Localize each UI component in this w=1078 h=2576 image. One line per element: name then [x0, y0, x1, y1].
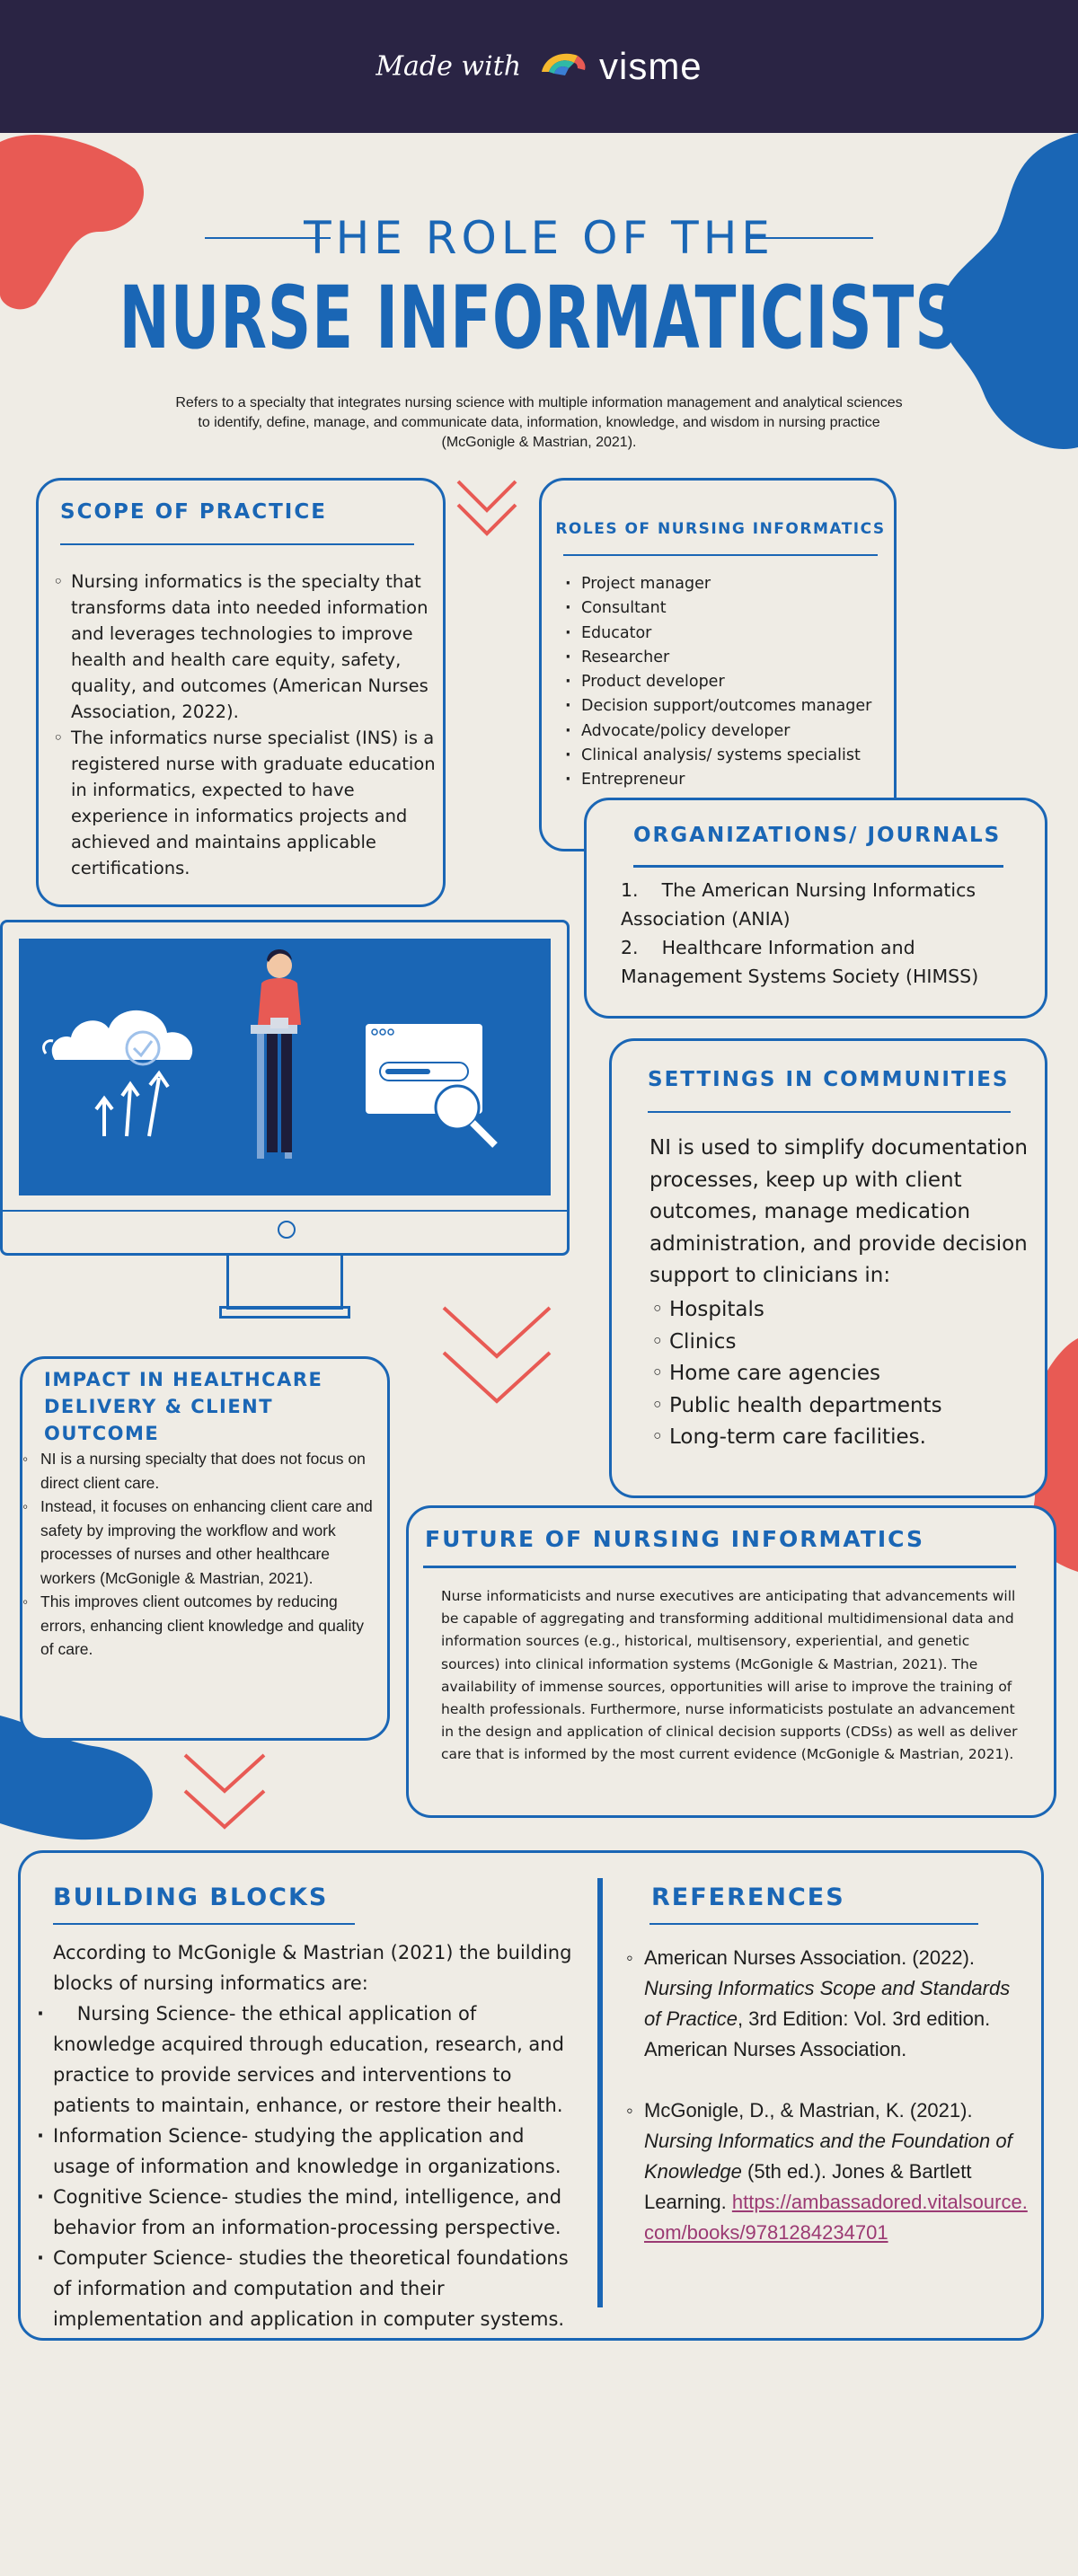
list-item: ◦ This improves client outcomes by reducing errors, enhancing client knowledge and quality of care.: [21, 1590, 380, 1662]
impact-card: [20, 1356, 390, 1741]
monitor-base: [219, 1306, 350, 1319]
visme-logo-icon: [538, 49, 588, 85]
reference-title: Nursing Informatics Scope and Standards of Practice: [644, 1977, 1011, 2030]
references-underline: [649, 1923, 978, 1925]
list-item: ◦ Long-term care facilities.: [649, 1422, 1027, 1454]
references-list: [624, 1943, 1029, 2248]
list-item: · Entrepreneur: [561, 768, 894, 792]
settings-underline: [648, 1111, 1011, 1113]
impact-heading-line-1: IMPACT IN HEALTHCARE: [44, 1369, 323, 1390]
scope-list: [51, 569, 437, 881]
roles-list: [561, 572, 894, 793]
chevron-down-icon: [181, 1751, 268, 1834]
list-item: · Advocate/policy developer: [561, 719, 894, 744]
reference-item: ◦ American Nurses Association. (2022). Nursing Informatics Scope and Standards of Practice, 3rd Edition: Vol. 3rd edition. American Nurses Association.: [624, 1943, 1029, 2065]
future-heading: FUTURE OF NURSING INFORMATICS: [425, 1526, 924, 1552]
orgs-list: [621, 876, 1025, 991]
list-item: ◦ Clinics: [649, 1327, 1027, 1359]
monitor-chin-line: [3, 1210, 567, 1212]
list-item: · Cognitive Science- studies the mind, intelligence, and behavior from an information-processing perspective.: [33, 2182, 583, 2243]
settings-text: NI is used to simplify documentation processes, keep up with client outcomes, manage medication administration, and provide decision support to clinicians in:: [649, 1136, 1028, 1287]
settings-list: [649, 1294, 1027, 1454]
made-with-visme[interactable]: [0, 45, 1078, 88]
impact-list: [21, 1447, 380, 1662]
list-item: · Nursing Science- the ethical application of knowledge acquired through education, research, and practice to provide services and interventions to patients to maintain, enhance, or restore their health.: [33, 1998, 583, 2121]
made-with-text: Made with: [376, 50, 522, 83]
future-text: Nurse informaticists and nurse executives are anticipating that advancements will be capable of aggregating and transforming additional multidimensional data and information sources (e.g., historical, multisensory, experiential, and genetic sources) into clinical information systems (McGonigle & Mastrian, 2021). The availability of immense sources, opportunities will arise to improve the training of health professionals. Furthermore, nurse informaticists postulate an advancement in the design and application of clinical decision supports (CDSs) as well as deliver care that is informed by the most current evidence (McGonigle & Mastrian, 2021).: [441, 1588, 1018, 1763]
list-item: · Consultant: [561, 596, 894, 621]
orgs-heading: ORGANIZATIONS/ JOURNALS: [633, 824, 1002, 847]
title-line-2: NURSE INFORMATICISTS: [119, 268, 959, 368]
chevron-down-icon: [455, 478, 519, 541]
brand-text: visme: [598, 45, 702, 87]
power-button-icon: [278, 1221, 296, 1239]
future-card: [406, 1505, 1056, 1818]
title-line-1: THE ROLE OF THE: [304, 212, 774, 264]
list-item: ◦ Hospitals: [649, 1294, 1027, 1327]
monitor-screen: [19, 939, 551, 1195]
monitor-stand: [226, 1256, 343, 1310]
nurse-figure-icon: [251, 949, 301, 1159]
monitor-illustration: [0, 920, 570, 1256]
list-item: ◦ NI is a nursing specialty that does not focus on direct client care.: [21, 1447, 380, 1495]
list-item: · Product developer: [561, 670, 894, 694]
list-item: · Computer Science- studies the theoretical foundations of information and computation and their implementation and application in computer systems.: [33, 2243, 583, 2334]
list-item: · Clinical analysis/ systems specialist: [561, 744, 894, 768]
list-item: ◦ The informatics nurse specialist (INS) is a registered nurse with graduate education in informatics, expected to have experience in informatics projects and achieved and maintains applicable certifications.: [51, 725, 437, 881]
settings-heading: SETTINGS IN COMMUNITIES: [648, 1068, 1010, 1091]
list-item: · Project manager: [561, 572, 894, 596]
browser-search-icon: [366, 1024, 495, 1145]
chevron-down-icon: [440, 1304, 553, 1407]
scope-heading: SCOPE OF PRACTICE: [60, 500, 327, 524]
impact-heading: [44, 1366, 387, 1447]
blocks-body: [53, 1937, 583, 2334]
blocks-references-card: [18, 1850, 1044, 2341]
roles-underline: [563, 554, 878, 556]
column-divider: [597, 1878, 603, 2307]
list-item: · Decision support/outcomes manager: [561, 694, 894, 719]
list-item: · Researcher: [561, 646, 894, 670]
orgs-card: [584, 798, 1047, 1019]
reference-item: ◦ McGonigle, D., & Mastrian, K. (2021). Nursing Informatics and the Foundation of Knowledge (5th ed.). Jones & Bartlett Learning. https://ambassadored.vitalsource.com/books/9781284234701: [624, 2095, 1029, 2248]
list-item: 1. The American Nursing Informatics Association (ANIA): [621, 879, 976, 930]
blocks-underline: [53, 1923, 355, 1925]
list-item: ◦ Public health departments: [649, 1390, 1027, 1423]
list-item: 2. Healthcare Information and Management Systems Society (HIMSS): [621, 937, 979, 987]
settings-card: [609, 1038, 1047, 1498]
impact-heading-line-2: DELIVERY & CLIENT OUTCOME: [44, 1396, 274, 1444]
reference-title: Nursing Informatics and the Foundation of Knowledge: [644, 2130, 1012, 2183]
list-item: ◦ Home care agencies: [649, 1358, 1027, 1390]
scope-card: [36, 478, 446, 907]
blocks-intro: According to McGonigle & Mastrian (2021) the building blocks of nursing informatics are:: [53, 1942, 572, 1994]
future-underline: [423, 1566, 1016, 1568]
reference-link[interactable]: https://ambassadored.vitalsource.com/books/9781284234701: [644, 2191, 1028, 2244]
list-item: ◦ Nursing informatics is the specialty that transforms data into needed information and leverages technologies to improve health and health care equity, safety, quality, and outcomes (American Nurses Association, 2022).: [51, 569, 437, 725]
roles-card: [539, 478, 897, 851]
roles-heading: ROLES OF NURSING INFORMATICS: [555, 520, 886, 538]
list-item: · Educator: [561, 622, 894, 646]
scope-underline: [60, 543, 414, 545]
list-item: · Information Science- studying the application and usage of information and knowledge in organizations.: [33, 2121, 583, 2182]
orgs-underline: [633, 865, 1003, 868]
blocks-heading: BUILDING BLOCKS: [53, 1883, 329, 1911]
cloud-upload-icon: [44, 1010, 193, 1136]
blocks-list: [33, 1998, 583, 2334]
intro-text: Refers to a specialty that integrates nursing science with multiple information management and analytical sciences to identify, define, manage, and communicate data, information, knowledge, and wisdom in nursing practice (McGonigle & Mastrian, 2021).: [175, 395, 903, 450]
references-heading: REFERENCES: [651, 1883, 845, 1911]
list-item: ◦ Instead, it focuses on enhancing client care and safety by improving the workflow and work processes of nurses and other healthcare workers (McGonigle & Mastrian, 2021).: [21, 1495, 380, 1590]
